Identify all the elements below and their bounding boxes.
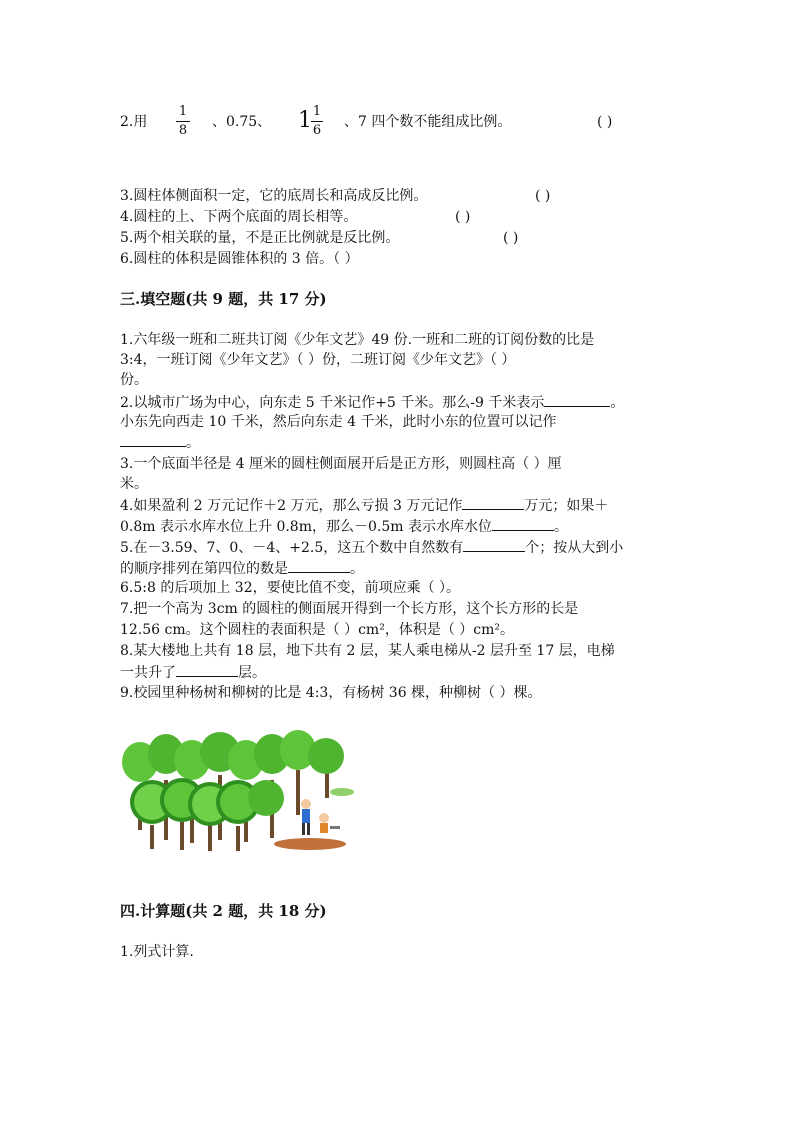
fill-q4-line1-text: 4.如果盈利 2 万元记作＋2 万元，那么亏损 3 万元记作 (120, 498, 463, 514)
fill-q5-line2-text: 的顺序排列在第四位的数是 (120, 561, 288, 577)
fill-q7-line2: 12.56 cm。这个圆柱的表面积是（ ）cm²，体积是（ ）cm²。 (120, 622, 515, 638)
fill-q4-line1 (120, 495, 608, 516)
fill-q3-line1: 3.一个底面半径是 4 厘米的圆柱侧面展开后是正方形，则圆柱高（ ）厘 (120, 456, 562, 472)
fill-q1-line1: 1.六年级一班和二班共订阅《少年文艺》49 份.一班和二班的订阅份数的比是 (120, 332, 595, 348)
fill-q8-line1: 8.某大楼地上共有 18 层，地下共有 2 层，某人乘电梯从-2 层升至 17 层，电梯 (120, 643, 615, 659)
fill-q4-line2 (120, 516, 568, 537)
fill-q5-line2 (120, 558, 364, 579)
answer-blank[interactable] (462, 495, 524, 510)
fill-q2-line2: 小东先向西走 10 千米，然后向东走 4 千米，此时小东的位置可以记作 (120, 414, 557, 430)
fill-q1-line3: 份。 (120, 372, 148, 388)
section-3-heading: 三.填空题(共 9 题，共 17 分) (120, 290, 327, 308)
answer-blank[interactable] (463, 537, 525, 552)
fill-q1-line2: 3:4，一班订阅《少年文艺》（ ）份，二班订阅《少年文艺》（ ） (120, 352, 516, 368)
fill-q4-line2-text: 0.8m 表示水库水位上升 0.8m，那么－0.5m 表示水库水位 (120, 519, 492, 535)
judge-q4-answer-paren[interactable]: ( ) (455, 209, 471, 225)
judge-q3-answer-paren[interactable]: ( ) (535, 188, 551, 204)
fill-q8-line2-text: 一共升了 (120, 665, 176, 681)
fill-q2-line1 (120, 392, 624, 413)
fill-q3-line2: 米。 (120, 476, 148, 492)
tree-planting-illustration (120, 730, 360, 860)
soil-patch (274, 838, 346, 850)
children-figures (301, 799, 340, 835)
fill-q5-line1-end: 个；按从大到小 (525, 540, 624, 556)
calc-q1-text: 1.列式计算. (120, 944, 194, 960)
answer-blank[interactable] (288, 558, 350, 573)
fill-q2-line3-end: 。 (186, 435, 200, 451)
fraction-numerator: 1 (178, 104, 188, 119)
tree-canopies (122, 730, 344, 826)
judge-q2-mid: 、0.75、 (212, 114, 272, 130)
judge-q2-answer-paren[interactable]: ( ) (597, 114, 613, 130)
fill-q2-line3 (120, 432, 200, 453)
fill-q2-line1-text: 2.以城市广场为中心，向东走 5 千米记作+5 千米。那么-9 千米表示 (120, 395, 545, 411)
judge-q6-text: 6.圆柱的体积是圆锥体积的 3 倍。（ ） (120, 251, 359, 267)
answer-blank[interactable] (176, 662, 238, 677)
fill-q5-line1-text: 5.在－3.59、7、0、－4、+2.5，这五个数中自然数有 (120, 540, 464, 556)
fill-q4-line1-end: 万元；如果＋ (524, 498, 609, 514)
fill-q8-line2-end: 层。 (238, 665, 266, 681)
fill-q9-text: 9.校园里种杨树和柳树的比是 4:3，有杨树 36 棵，种柳树（ ）棵。 (120, 685, 542, 701)
fill-q6-text: 6.5:8 的后项加上 32，要使比值不变，前项应乘（ ）。 (120, 580, 461, 596)
judge-q2-tail: 、7 四个数不能组成比例。 (344, 114, 512, 130)
grass-patch (330, 788, 354, 796)
fill-q7-line1: 7.把一个高为 3cm 的圆柱的侧面展开得到一个长方形，这个长方形的长是 (120, 601, 579, 617)
answer-blank[interactable] (544, 392, 610, 407)
judge-q4-text: 4.圆柱的上、下两个底面的周长相等。 (120, 209, 358, 225)
fill-q5-line2-end: 。 (350, 561, 364, 577)
fill-q4-line2-end: 。 (553, 519, 568, 535)
judge-q3-text: 3.圆柱体侧面积一定，它的底周长和高成反比例。 (120, 188, 428, 204)
judge-q5-answer-paren[interactable]: ( ) (503, 230, 519, 246)
fraction-numerator: 1 (312, 104, 322, 119)
answer-blank[interactable] (492, 516, 554, 531)
mixed-number-fraction (311, 104, 323, 139)
fraction-denominator: 8 (178, 123, 188, 138)
section-4-heading: 四.计算题(共 2 题，共 18 分) (120, 902, 327, 920)
judge-q5-text: 5.两个相关联的量，不是正比例就是反比例。 (120, 230, 400, 246)
mixed-number-whole: 1 (298, 108, 312, 133)
fill-q5-line1 (120, 537, 623, 558)
fill-q8-line2 (120, 662, 266, 683)
judge-q2-lead: 2.用 (120, 114, 148, 130)
fraction-denominator: 6 (312, 123, 322, 138)
fraction-one-eighth (176, 104, 190, 139)
answer-blank[interactable] (120, 432, 186, 447)
fill-q2-line1-end: 。 (610, 395, 625, 411)
